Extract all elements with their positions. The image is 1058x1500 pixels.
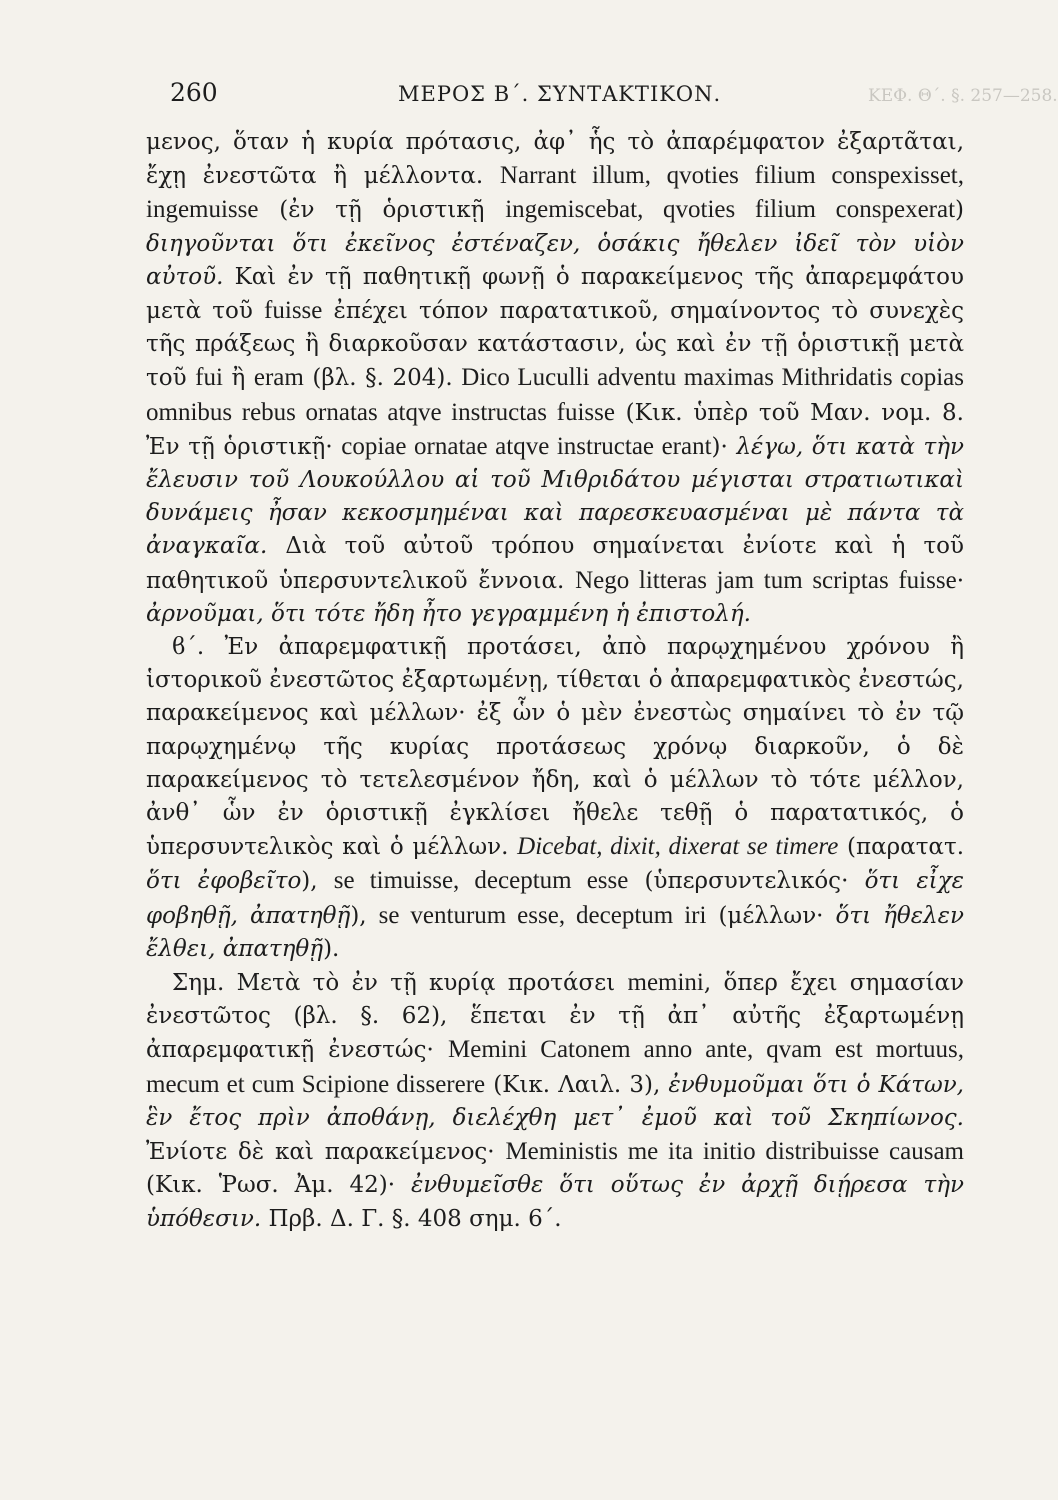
greek-text: (ὑπερσυντελικός· — [628, 868, 865, 895]
greek-text: (μέλλων· — [706, 902, 836, 929]
greek-text: )· — [711, 433, 737, 460]
latin-example: memini — [627, 969, 704, 997]
greek-text: Σημ. Μετὰ τὸ ἐν τῇ κυρίᾳ προτάσει — [172, 970, 628, 997]
greek-text: , ὅπερ ἔχει σημασίαν ἐνεστῶτος (βλ. §. 62), ἕπεται ἐν τῇ ἀπ᾽ αὐτῆς ἐξαρτωμένῃ ἀπαρεμφατικῇ ἐνεστώς· — [146, 970, 964, 1064]
running-title: ΜΕΡΟΣ Β΄. ΣΥΝΤΑΚΤΙΚΟΝ. — [398, 82, 722, 106]
bleed-through-header: ΚΕΦ. Θ΄. §. 257—258. — [868, 86, 1058, 106]
body-text — [146, 126, 964, 1236]
greek-translation: διηγοῦνται ὅτι ἐκεῖνος ἐστέναζεν, ὁσάκις ἤθελεν ἰδεῖ τὸν υἱὸν αὐτοῦ. — [146, 230, 964, 290]
greek-text: Ἐνίοτε δὲ καὶ παρακείμενος· — [146, 1139, 506, 1166]
greek-text: ) — [955, 197, 965, 224]
latin-example: se timuisse, deceptum esse — [333, 867, 629, 895]
latin-example: ingemiscebat, qvoties filium conspexerat — [505, 196, 956, 224]
paragraph — [146, 631, 964, 966]
latin-example: Narrant illum, qvoties filium conspexisset, ingemuisse — [146, 162, 964, 224]
greek-text: ), — [350, 902, 379, 929]
latin-example: fui — [195, 364, 223, 392]
latin-example: eram — [253, 364, 304, 392]
greek-text: ). — [323, 935, 340, 962]
greek-text: (παρατατ. — [838, 834, 965, 861]
greek-text: Πρβ. Δ. Γ. §. 408 σημ. 6΄. — [261, 1205, 562, 1232]
latin-example: Dicebat, dixit, dixerat se timere — [517, 833, 839, 861]
greek-text: Διὰ τοῦ αὐτοῦ τρόπου σημαίνεται ἐνίοτε καὶ ἡ τοῦ παθητικοῦ ὑπερσυντελικοῦ ἔννοια. — [146, 533, 964, 594]
latin-example: Nego litteras jam tum scriptas fuisse — [575, 566, 957, 594]
greek-text: ϐ΄. Ἐν ἀπαρεμφατικῇ προτάσει, ἀπὸ παρῳχημένου χρόνου ἢ ἱστορικοῦ ἐνεστῶτος ἐξαρτωμένῃ, τίθεται ὁ ἀπαρεμφατικὸς ἐνεστώς, παρακείμενος καὶ μέλλων· ἐξ ὧν ὁ μὲν ἐνεστὼς σημαίνει τὸ ἐν τῷ παρῳχημένῳ τῆς κυρίας προτάσεως χρόνῳ διαρκοῦν, ὁ δὲ παρακείμενος τὸ τετελεσμένον ἤδη, καὶ ὁ μέλλων τὸ τότε μέλλον, ἀνθ᾽ ὧν ἐν ὁριστικῇ ἐγκλίσει ἤθελε τεθῇ ὁ παρατατικός, ὁ ὑπερσυντελικὸς καὶ ὁ μέλλων. — [146, 634, 964, 861]
greek-translation: ὅτι ἐφοβεῖτο — [146, 868, 302, 895]
greek-text: (Κικ. Ῥωσ. Ἀμ. 42)· — [146, 1172, 411, 1199]
greek-text: ἐπέχει τόπον παρατατικοῦ, σημαίνοντος τὸ συνεχὲς τῆς πράξεως ἢ διαρκοῦσαν κατάστασιν, ὡς καὶ ἐν τῇ ὁριστικῇ μετὰ τοῦ — [146, 298, 964, 392]
latin-example: fuisse — [264, 297, 323, 325]
page-number: 260 — [170, 78, 218, 107]
greek-text: (ἐν τῇ ὁριστικῇ — [258, 197, 506, 224]
greek-text: Καὶ ἐν τῇ παθητικῇ φωνῇ ὁ παρακείμενος τῆς ἀπαρεμφάτου μετὰ τοῦ — [146, 263, 964, 325]
greek-text: (Κικ. Λαιλ. 3), — [485, 1071, 669, 1098]
greek-translation: ἐνθυμεῖσθε ὅτι οὕτως ἐν ἀρχῇ διῄρεσα τὴν ὑπόθεσιν. — [146, 1172, 964, 1232]
greek-text: · — [956, 567, 964, 594]
latin-example: Meministis me ita initio distribuisse causam — [505, 1138, 964, 1166]
page-header — [170, 78, 950, 118]
greek-text: (βλ. §. 204). — [303, 365, 462, 392]
greek-translation: λέγω, ὅτι κατὰ τὴν ἔλευσιν τοῦ Λουκούλλου αἱ τοῦ Μιθριδάτου μέγισται στρατιωτικαὶ δυνάμεις ἦσαν κεκοσμημέναι καὶ παρεσκευασμέναι μὲ πάντα τὰ ἀναγκαῖα. — [146, 433, 964, 560]
greek-translation: ὅτι ἤθελεν ἔλθει, ἀπατηθῇ — [146, 902, 964, 962]
greek-text: μενος, ὅταν ἡ κυρία πρότασις, ἀφ᾽ ἧς τὸ ἀπαρέμφατον ἐξαρτᾶται, ἔχῃ ἐνεστῶτα ἢ μέλλοντα. — [146, 129, 964, 190]
paragraph — [146, 966, 964, 1236]
greek-text: ), — [301, 868, 334, 895]
latin-example: copiae ornatae atqve instructae erant — [341, 432, 712, 460]
latin-example: se venturum esse, deceptum iri — [378, 901, 707, 929]
greek-translation: ἀρνοῦμαι, ὅτι τότε ἤδη ἦτο γεγραμμένη ἡ ἐπιστολή. — [146, 600, 751, 627]
paragraph — [146, 126, 964, 631]
greek-translation: ἐνθυμοῦμαι ὅτι ὁ Κάτων, ἓν ἔτος πρὶν ἀποθάνῃ, διελέχθη μετ᾽ ἐμοῦ καὶ τοῦ Σκηπίωνος. — [146, 1071, 964, 1131]
latin-example: Dico Luculli adventu maximas Mithridatis copias omnibus rebus ornatas atqve instructas fuisse — [146, 364, 964, 426]
greek-text: (Κικ. ὑπὲρ τοῦ Μαν. νομ. 8. Ἐν τῇ ὁριστικῇ· — [146, 399, 964, 460]
latin-example: Memini Catonem anno ante, qvam est mortuus, mecum et cum Scipione disserere — [146, 1036, 964, 1098]
greek-text: ἢ — [222, 365, 254, 392]
greek-translation: ὅτι εἶχε φοβηθῇ, ἀπατηθῇ — [146, 868, 964, 929]
